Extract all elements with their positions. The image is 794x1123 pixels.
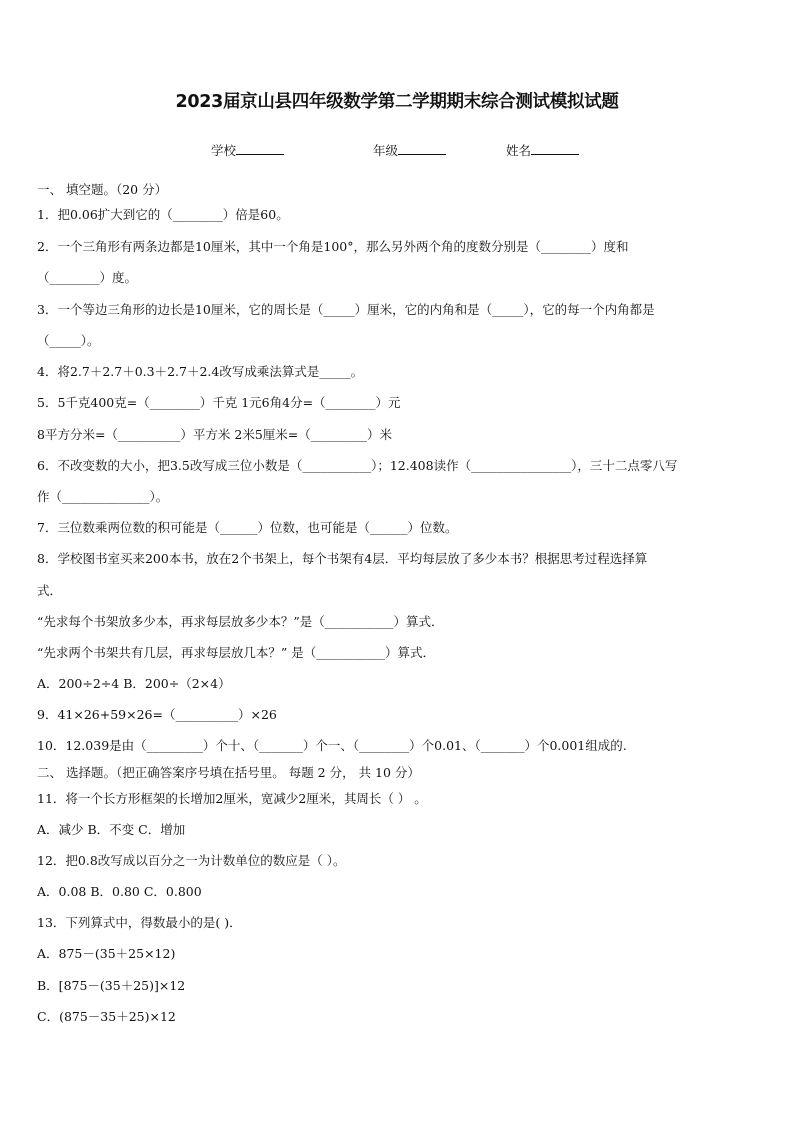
- name-blank[interactable]: [531, 143, 579, 155]
- grade-field: [373, 141, 446, 159]
- question-line: “先求两个书架共有几层，再求每层放几本？” 是（___________）算式．: [37, 645, 436, 660]
- grade-blank[interactable]: [398, 143, 446, 155]
- question-line: 式．: [37, 583, 63, 598]
- grade-label: 年级: [373, 143, 399, 158]
- question-line: A．200÷2÷4 B．200÷（2×4）: [37, 676, 231, 691]
- question-line: （________）度。: [37, 270, 138, 285]
- question-line: 8平方分米=（__________）平方米 2米5厘米=（_________）米: [37, 427, 393, 442]
- question-line: “先求每个书架放多少本，再求每层放多少本？”是（___________）算式．: [37, 614, 444, 629]
- question-line: 12．把0.8改写成以百分之一为计数单位的数应是（ ）。: [37, 853, 346, 868]
- school-label: 学校: [211, 143, 237, 158]
- question-line: 11．将一个长方形框架的长增加2厘米，宽减少2厘米，其周长（ ） 。: [37, 791, 427, 806]
- question-line: 8．学校图书室买来200本书，放在2个书架上，每个书架有4层．平均每层放了多少本书？根据思考过程选择算: [37, 551, 648, 566]
- question-line: 6．不改变数的大小，把3.5改写成三位小数是（___________）；12.408读作（________________），三十二点零八写: [37, 458, 678, 473]
- section-heading: 二、 选择题。（把正确答案序号填在括号里。 每题 2 分， 共 10 分）: [37, 765, 420, 780]
- question-line: 3．一个等边三角形的边长是10厘米，它的周长是（_____）厘米，它的内角和是（_____），它的每一个内角都是: [37, 302, 655, 317]
- question-line: A．0.08 B．0.80 C．0.800: [37, 884, 202, 899]
- question-line: C．(875－35＋25)×12: [37, 1009, 176, 1024]
- question-line: 9．41×26+59×26=（__________）×26: [37, 707, 277, 722]
- question-line: 2．一个三角形有两条边都是10厘米，其中一个角是100°，那么另外两个角的度数分别是（________）度和: [37, 239, 629, 254]
- question-line: 5．5千克400克=（________）千克 1元6角4分=（________）元: [37, 395, 401, 410]
- question-line: 4．将2.7＋2.7＋0.3＋2.7＋2.4改写成乘法算式是_____。: [37, 364, 364, 379]
- question-line: （_____）。: [37, 333, 100, 348]
- page-title: 2023届京山县四年级数学第二学期期末综合测试模拟试题: [175, 92, 619, 112]
- name-label: 姓名: [506, 143, 532, 158]
- question-line: A．减少 B．不变 C．增加: [37, 822, 186, 837]
- school-field: [211, 141, 284, 159]
- question-line: 13．下列算式中，得数最小的是( )．: [37, 915, 242, 930]
- question-line: 1．把0.06扩大到它的（________）倍是60。: [37, 207, 289, 222]
- question-line: B．[875－(35＋25)]×12: [37, 978, 186, 993]
- question-line: 7．三位数乘两位数的积可能是（______）位数，也可能是（______）位数。: [37, 520, 458, 535]
- school-blank[interactable]: [236, 143, 284, 155]
- section-heading: 一、 填空题。（20 分）: [37, 182, 168, 197]
- question-line: 10．12.039是由（_________）个十、（_______）个一、（________）个0.01、（_______）个0.001组成的.: [37, 738, 627, 753]
- name-field: [506, 141, 579, 159]
- question-line: A．875－(35＋25×12): [37, 946, 176, 961]
- question-line: 作（______________）。: [37, 489, 169, 504]
